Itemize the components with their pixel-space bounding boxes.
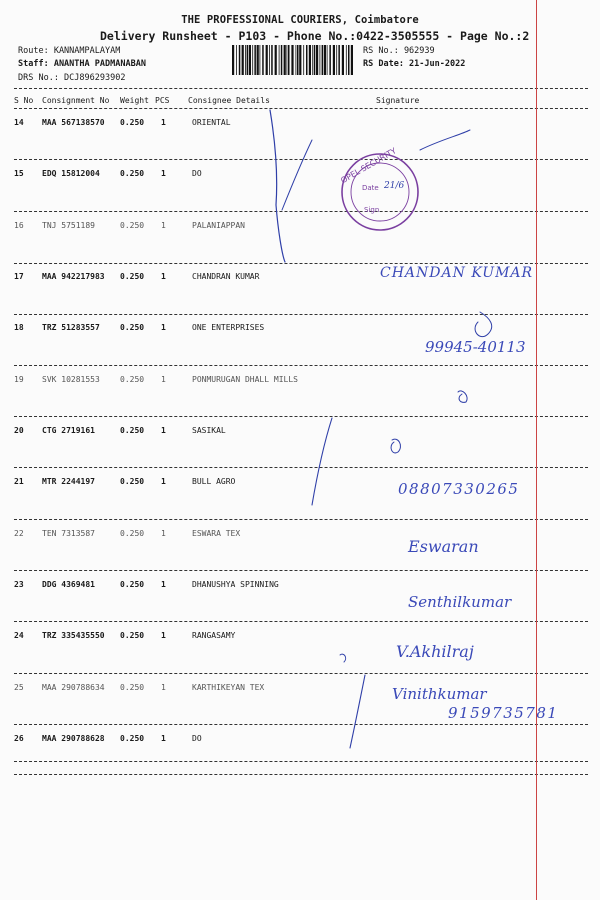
handwriting-vakil: V.Akhilraj bbox=[396, 642, 474, 661]
rs-number: RS No.: 962939 bbox=[363, 46, 435, 56]
col-signature: Signature bbox=[376, 96, 420, 105]
pen-squiggle bbox=[391, 439, 400, 453]
handwriting-senthil: Senthilkumar bbox=[408, 593, 512, 611]
pen-squiggle bbox=[475, 312, 492, 337]
page-subtitle: Delivery Runsheet - P103 - Phone No.:0422-3505555 - Page No.:2 bbox=[100, 29, 530, 43]
security-stamp bbox=[339, 146, 418, 230]
col-pcs: PCS bbox=[155, 96, 170, 105]
stamp-date-label: Date bbox=[362, 184, 379, 192]
handwriting-phone2: 08807330265 bbox=[398, 480, 520, 498]
pen-tick-mark bbox=[312, 418, 332, 505]
col-weight: Weight bbox=[120, 96, 149, 105]
handwriting-phone1: 99945-40113 bbox=[425, 338, 526, 356]
route-label: Route: KANNAMPALAYAM bbox=[18, 46, 121, 56]
drs-number: DRS No.: DCJ896293902 bbox=[18, 73, 126, 83]
col-consignment: Consignment No bbox=[42, 96, 110, 105]
pen-squiggle bbox=[420, 130, 470, 150]
col-consignee: Consignee Details bbox=[188, 96, 270, 105]
pen-tick-mark bbox=[270, 110, 285, 262]
stamp-sign-label: Sign bbox=[364, 206, 380, 214]
pen-squiggle bbox=[340, 654, 346, 662]
staff-label: Staff: ANANTHA PADMANABAN bbox=[18, 59, 146, 69]
stamp-ring-text: OPEL SECURITY bbox=[339, 146, 398, 186]
rs-date: RS Date: 21-Jun-2022 bbox=[363, 59, 466, 69]
handwriting-phone3: 9159735781 bbox=[448, 704, 559, 722]
stamp-date-value: 21/6 bbox=[384, 181, 405, 191]
pen-squiggle bbox=[458, 391, 467, 402]
handwriting-vinith: Vinithkumar bbox=[392, 685, 487, 703]
col-sno: S No bbox=[14, 96, 34, 105]
handwriting-chandan: CHANDAN KUMAR bbox=[380, 265, 534, 281]
pen-tick-mark bbox=[282, 140, 312, 210]
pen-tick-mark bbox=[350, 675, 365, 748]
runsheet-page: THE PROFESSIONAL COURIERS, Coimbatore Delivery Runsheet - P103 - Phone No.:0422-3505555 - Page No.:2 Route: KANNAMPALAYAM Staff: ANANTHA PADMANABAN DRS No.: DCJ896293902 RS No.: 962939 RS Date: 21-Jun-2022 S No Consignment No Weight PCS Consignee Details Signature 14 MAA 567138570 0.250 1 ORIENTAL 15 EDQ 15812004 0.250 1 DO 16 TNJ 5751189 0.250 1 PALANIAPPAN 17 MAA 942217983 0.250 1 CHANDRAN KUMAR 18 TRZ 51283557 0.250 1 ONE ENTERPRISES 19 SVK 10281553 0.250 1 PONMURUGAN DHALL MILLS 20 CTG 2719161 0.250 1 SASIKAL 21 MTR 2244197 0.250 1 BULL AGRO 22 TEN 7313587 0.250 1 ESWARA TEX 23 DDG 4369481 0.250 1 DHANUSHYA SPINNING 24 TRZ 335435550 0.250 1 RANGASAMY 25 MAA 290788634 0.250 1 KARTHIKEYAN TEX 26 MAA 290788628 0.250 1 DO OPEL SECURITY Date 21/6 Sign CHANDAN KUMAR 99945-40113 08807330265 Eswaran Senthilkumar V.Akhilraj Vinithkumar 9159735781 bbox=[0, 0, 600, 900]
page-title: THE PROFESSIONAL COURIERS, Coimbatore bbox=[181, 14, 419, 26]
handwriting-eswaran: Eswaran bbox=[408, 537, 479, 556]
